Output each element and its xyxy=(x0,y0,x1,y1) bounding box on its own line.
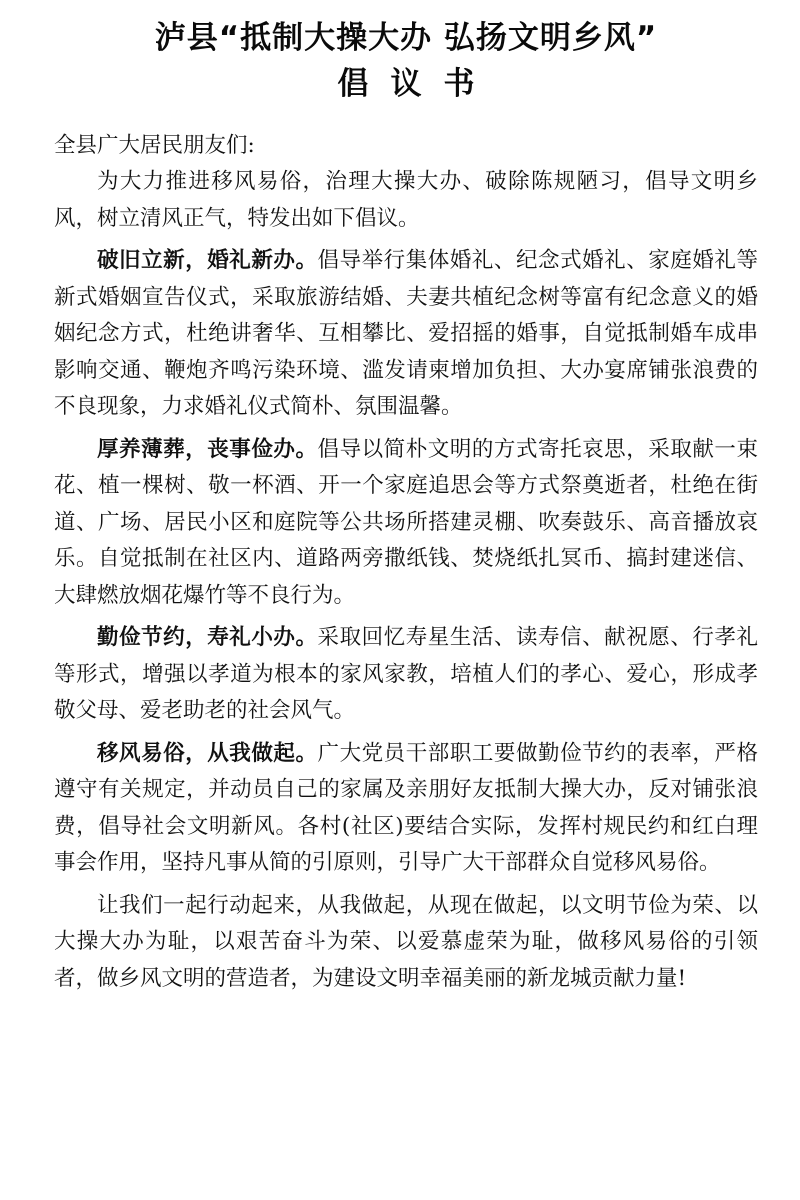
section-birthday xyxy=(54,620,758,730)
section-funeral-heading: 厚养薄葬，丧事俭办。 xyxy=(97,436,318,462)
section-self-body: 广大党员干部职工要做勤俭节约的表率，严格遵守有关规定，并动员自己的家属及亲朋好友抵制大操大办，反对铺张浪费，倡导社会文明新风。各村(社区)要结合实际，发挥村规民约和红白理事会作用，坚持凡事从简的引原则，引导广大干部群众自觉移风易俗。 xyxy=(54,740,758,875)
section-self xyxy=(54,736,758,882)
document-subtitle: 倡议书 xyxy=(337,66,497,102)
closing-paragraph: 让我们一起行动起来，从我做起，从现在做起，以文明节俭为荣、以大操大办为耻，以艰苦奋斗为荣、以爱慕虚荣为耻，做移风易俗的引领者，做乡风文明的营造者，为建设文明幸福美丽的新龙城贡献力量! xyxy=(54,892,758,991)
section-birthday-heading: 勤俭节约，寿礼小办。 xyxy=(97,625,318,650)
salutation: 全县广大居民朋友们: xyxy=(54,133,255,158)
section-funeral xyxy=(54,432,758,615)
document-title: 泸县“抵制大操大办 弘扬文明乡风” xyxy=(154,20,658,56)
section-wedding xyxy=(54,243,758,426)
section-wedding-body: 倡导举行集体婚礼、纪念式婚礼、家庭婚礼等新式婚姻宣告仪式，采取旅游结婚、夫妻共植纪念树等富有纪念意义的婚姻纪念方式，杜绝讲奢华、互相攀比、爱招摇的婚事，自觉抵制婚车成串影响交通、鞭炮齐鸣污染环境、滥发请柬增加负担、大办宴席铺张浪费的不良现象，力求婚礼仪式简朴、氛围温馨。 xyxy=(54,248,758,419)
section-wedding-heading: 破旧立新，婚礼新办。 xyxy=(97,248,318,273)
section-funeral-body: 倡导以简朴文明的方式寄托哀思，采取献一束花、植一棵树、敬一杯酒、开一个家庭追思会等方式祭奠逝者，杜绝在街道、广场、居民小区和庭院等公共场所搭建灵棚、吹奏鼓乐、高音播放哀乐。自觉抵制在社区内、道路两旁撒纸钱、焚烧纸扎冥币、搞封建迷信、大肆燃放烟花爆竹等不良行为。 xyxy=(54,436,758,608)
section-self-heading: 移风易俗，从我做起。 xyxy=(97,740,318,766)
section-birthday-body: 采取回忆寿星生活、读寿信、献祝愿、行孝礼等形式，增强以孝道为根本的家风家教，培植人们的孝心、爱心，形成孝敬父母、爱老助老的社会风气。 xyxy=(54,625,758,723)
intro-paragraph: 为大力推进移风易俗，治理大操大办、破除陈规陋习，倡导文明乡风，树立清风正气，特发出如下倡议。 xyxy=(54,169,758,231)
